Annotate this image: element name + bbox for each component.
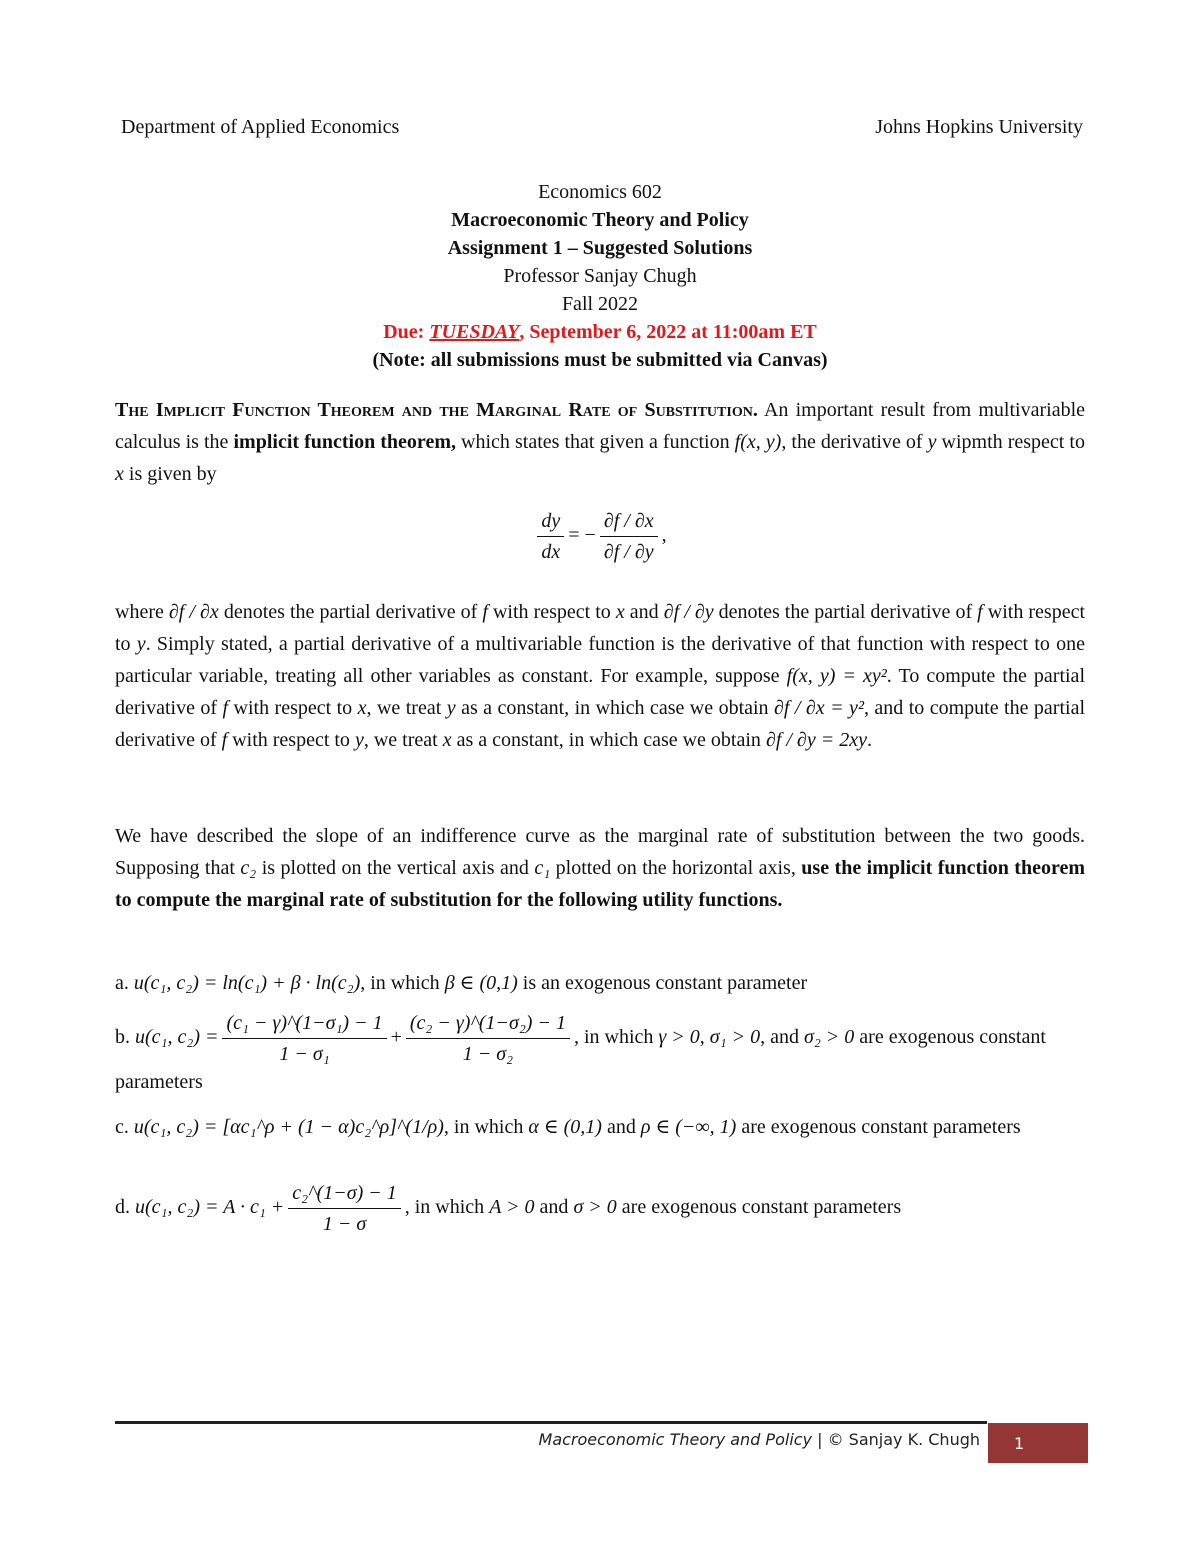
item-math: γ > 0 bbox=[658, 1026, 700, 1049]
page-number-box bbox=[988, 1423, 1088, 1463]
item-b-fraction-2 bbox=[406, 1010, 570, 1067]
fraction-denominator: 1 − σ₂ bbox=[462, 1043, 514, 1065]
p2-text: denotes the partial derivative of bbox=[218, 601, 483, 623]
item-label: b. bbox=[115, 1026, 130, 1049]
lhs-numerator: dy bbox=[537, 508, 564, 537]
p3-text: plotted on the horizontal axis, bbox=[550, 857, 802, 879]
item-text: , and bbox=[760, 1026, 804, 1049]
item-label: a. bbox=[115, 972, 129, 994]
intro-text-2: which states that given a function bbox=[455, 431, 735, 453]
formula-equals: = − bbox=[568, 524, 596, 547]
partial-derivative-paragraph bbox=[115, 596, 1085, 756]
p2-math: x bbox=[615, 601, 625, 623]
item-math: A > 0 bbox=[489, 1196, 535, 1219]
fraction-numerator: (c₁ − γ)^(1−σ₁) − 1 bbox=[222, 1010, 386, 1039]
item-text: is an exogenous constant parameter bbox=[517, 972, 808, 994]
p2-text: . To compute the partial derivative of bbox=[115, 665, 1085, 719]
p3-math: c₁ bbox=[534, 857, 551, 879]
p2-text: denotes the partial derivative of bbox=[713, 601, 978, 623]
item-math: ρ ∈ (−∞, 1) bbox=[640, 1116, 737, 1138]
item-text: , in which bbox=[404, 1196, 490, 1219]
item-label: c. bbox=[115, 1116, 129, 1138]
item-math: u(c₁, c₂) = ln(c₁) + β · ln(c₂) bbox=[133, 972, 361, 994]
p2-math: ∂f / ∂x bbox=[168, 601, 219, 623]
p2-text: with respect to bbox=[487, 601, 616, 623]
p2-text: . bbox=[866, 729, 872, 751]
intro-text-4: wipmth respect to bbox=[936, 431, 1085, 453]
p2-math: x bbox=[442, 729, 452, 751]
p2-text: with respect to bbox=[227, 729, 355, 751]
page-header bbox=[121, 116, 1083, 139]
p2-math: ∂f / ∂y = 2xy bbox=[765, 729, 867, 751]
item-d-fraction bbox=[288, 1180, 400, 1237]
item-text: , bbox=[699, 1026, 710, 1049]
p2-math: y bbox=[354, 729, 364, 751]
p2-math: f bbox=[482, 601, 488, 623]
p2-text: with respect to bbox=[115, 601, 1086, 655]
item-text: , in which bbox=[360, 972, 445, 994]
fraction-denominator: 1 − σ bbox=[322, 1213, 367, 1235]
item-math: σ₁ > 0 bbox=[709, 1026, 761, 1049]
course-name: Macroeconomic Theory and Policy bbox=[451, 209, 749, 231]
p3-text: We have described the slope of an indifference curve as the marginal rate of substitution between the two goods. Supposing that bbox=[115, 825, 1085, 879]
intro-bold: implicit function theorem, bbox=[233, 431, 456, 453]
intro-text-3: , the derivative of bbox=[781, 431, 928, 453]
p2-text: as a constant, in which case we obtain bbox=[455, 697, 775, 719]
item-text: are exogenous constant parameters bbox=[616, 1196, 902, 1219]
item-math: σ₂ > 0 bbox=[803, 1026, 855, 1049]
item-math: + bbox=[390, 1026, 402, 1049]
rhs-denominator: ∂f / ∂y bbox=[603, 541, 654, 563]
p2-math: ∂f / ∂y bbox=[663, 601, 714, 623]
p2-math: y bbox=[446, 697, 456, 719]
p2-math: f bbox=[221, 729, 228, 751]
p2-text: . Simply stated, a partial derivative of a multivariable function is the derivative of that function with respect to one particular variable, treating all other variables as constant. For example, suppose bbox=[115, 633, 1085, 687]
footer-copyright: | © Sanjay K. Chugh bbox=[812, 1430, 980, 1449]
p2-text: , we treat bbox=[366, 697, 447, 719]
submission-note: (Note: all submissions must be submitted via Canvas) bbox=[372, 349, 828, 371]
item-d bbox=[115, 1180, 1090, 1237]
item-math: α ∈ (0,1) bbox=[528, 1116, 602, 1138]
page-number: 1 bbox=[1014, 1433, 1025, 1453]
rhs-fraction bbox=[600, 508, 658, 565]
p2-math: ∂f / ∂x = y² bbox=[774, 697, 864, 719]
p3-text: is plotted on the vertical axis and bbox=[256, 857, 535, 879]
footer-text bbox=[520, 1430, 980, 1449]
p2-text: , we treat bbox=[363, 729, 443, 751]
item-b-fraction-1 bbox=[222, 1010, 386, 1067]
p2-math: y bbox=[136, 633, 146, 655]
lhs-fraction bbox=[537, 508, 564, 565]
intro-fxy: f(x, y) bbox=[734, 431, 782, 453]
footer-title: Macroeconomic Theory and Policy bbox=[538, 1430, 813, 1449]
term: Fall 2022 bbox=[561, 293, 639, 315]
p2-math: f bbox=[977, 601, 983, 623]
intro-y: y bbox=[927, 431, 937, 453]
assignment-title: Assignment 1 – Suggested Solutions bbox=[447, 237, 753, 259]
item-label: d. bbox=[115, 1196, 130, 1219]
item-math: β ∈ (0,1) bbox=[444, 972, 518, 994]
intro-paragraph bbox=[115, 394, 1085, 490]
item-text: , in which bbox=[573, 1026, 659, 1049]
item-text: and bbox=[601, 1116, 641, 1138]
item-b bbox=[115, 1010, 1090, 1097]
due-prefix: Due: bbox=[383, 321, 430, 343]
section-heading: The Implicit Function Theorem and the Marginal Rate of Substitution. bbox=[115, 399, 758, 421]
item-math: u(c₁, c₂) = [αc₁^ρ + (1 − α)c₂^ρ]^(1/ρ) bbox=[133, 1116, 444, 1138]
p2-text: as a constant, in which case we obtain bbox=[451, 729, 766, 751]
implicit-function-formula bbox=[0, 508, 1200, 565]
item-math: u(c₁, c₂) = bbox=[135, 1026, 219, 1049]
course-number: Economics 602 bbox=[538, 181, 662, 203]
p2-math: f bbox=[222, 697, 229, 719]
item-text: are exogenous constant parameters bbox=[736, 1116, 1021, 1138]
fraction-numerator: (c₂ − γ)^(1−σ₂) − 1 bbox=[406, 1010, 570, 1039]
p2-text: where bbox=[115, 601, 169, 623]
lhs-denominator: dx bbox=[541, 541, 561, 563]
fraction-numerator: c₂^(1−σ) − 1 bbox=[288, 1180, 400, 1209]
professor-name: Professor Sanjay Chugh bbox=[503, 265, 697, 287]
fraction-denominator: 1 − σ₁ bbox=[279, 1043, 330, 1065]
intro-text-1: An important result from multivariable calculus is the bbox=[115, 399, 1086, 453]
p2-text: with respect to bbox=[228, 697, 358, 719]
due-rest: , September 6, 2022 at 11:00am ET bbox=[519, 321, 817, 343]
due-day: TUESDAY bbox=[429, 321, 520, 343]
p2-text: and bbox=[624, 601, 664, 623]
item-math: σ > 0 bbox=[573, 1196, 617, 1219]
p2-math: x bbox=[357, 697, 367, 719]
item-a bbox=[115, 968, 1090, 998]
p3-instruction: use the implicit function theorem to compute the marginal rate of substitution for the following utility functions. bbox=[115, 857, 1085, 911]
item-text: , in which bbox=[443, 1116, 529, 1138]
item-text: and bbox=[534, 1196, 574, 1219]
p2-math: f(x, y) = xy² bbox=[786, 665, 887, 687]
rhs-numerator: ∂f / ∂x bbox=[600, 508, 658, 537]
item-text: are exogenous constant parameters bbox=[115, 1026, 1046, 1093]
intro-text-5: is given by bbox=[123, 463, 217, 485]
header-department: Department of Applied Economics bbox=[121, 116, 400, 138]
item-c bbox=[115, 1112, 1090, 1142]
intro-x: x bbox=[115, 463, 124, 485]
p2-text: , and to compute the partial derivative of bbox=[115, 697, 1085, 751]
due-date bbox=[0, 318, 1200, 346]
header-university: Johns Hopkins University bbox=[875, 116, 1083, 138]
mrs-paragraph bbox=[115, 820, 1085, 916]
p3-math: c₂ bbox=[240, 857, 257, 879]
title-block bbox=[0, 178, 1200, 374]
item-math: u(c₁, c₂) = A · c₁ + bbox=[135, 1196, 285, 1219]
footer-rule bbox=[115, 1421, 987, 1424]
formula-comma: , bbox=[661, 524, 667, 547]
